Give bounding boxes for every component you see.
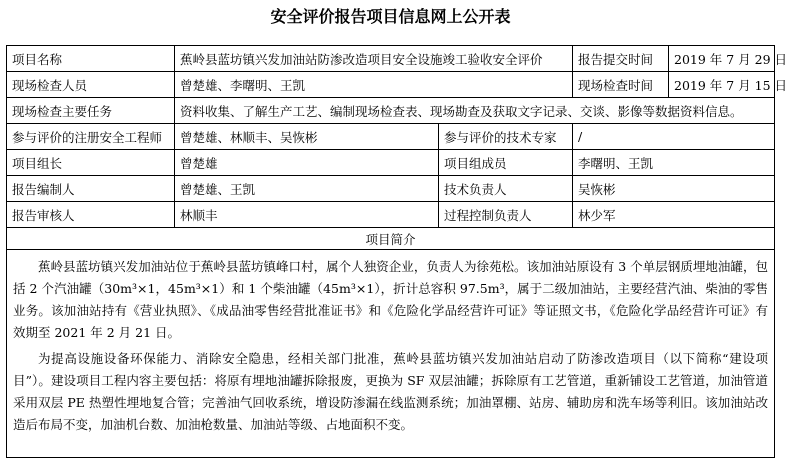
process-head-value: 林少军: [573, 202, 775, 228]
report-writer-value: 曾楚雄、王凯: [175, 176, 439, 202]
tech-head-value: 吴恢彬: [573, 176, 775, 202]
info-table: [6, 45, 787, 458]
page-title: 安全评价报告项目信息网上公开表: [270, 7, 511, 26]
process-head-label: 过程控制负责人: [439, 202, 573, 228]
tech-experts-value: /: [573, 124, 775, 150]
inspect-time-label: 现场检查时间: [573, 72, 669, 98]
team-members-value: 李曙明、王凯: [573, 150, 775, 176]
row-main-tasks: [7, 98, 775, 124]
row-project-name: [7, 46, 775, 72]
submit-time-label: 报告提交时间: [573, 46, 669, 72]
row-engineers: [7, 124, 775, 150]
intro-body: [7, 250, 775, 458]
team-members-label: 项目组成员: [439, 150, 573, 176]
row-intro-heading: [7, 228, 775, 250]
row-intro-body: [7, 250, 775, 458]
inspect-time-value: 2019 年 7 月 15 日: [669, 72, 775, 98]
row-report-writer: [7, 176, 775, 202]
main-tasks-label: 现场检查主要任务: [7, 98, 175, 124]
team-leader-value: 曾楚雄: [175, 150, 439, 176]
row-reviewer: [7, 202, 775, 228]
project-name-label: 项目名称: [7, 46, 175, 72]
report-writer-label: 报告编制人: [7, 176, 175, 202]
tech-experts-label: 参与评价的技术专家: [439, 124, 573, 150]
project-name-value: 蕉岭县蓝坊镇兴发加油站防渗改造项目安全设施竣工验收安全评价: [175, 46, 573, 72]
team-leader-label: 项目组长: [7, 150, 175, 176]
row-team: [7, 150, 775, 176]
inspectors-label: 现场检查人员: [7, 72, 175, 98]
main-tasks-value: 资料收集、了解生产工艺、编制现场检查表、现场勘查及获取文字记录、交谈、影像等数据资料信息。: [175, 98, 775, 124]
inspectors-value: 曾楚雄、李曙明、王凯: [175, 72, 573, 98]
intro-paragraph-2: 为提高设施设备环保能力、消除安全隐患，经相关部门批准，蕉岭县蓝坊镇兴发加油站启动了防渗改造项目（以下简称“建设项目”）。建设项目工程内容主要包括：将原有埋地油罐拆除报废，更换为 SF 双层油罐；拆除原有工艺管道，重新铺设工艺管道，加油管道采用双层 PE 热塑性埋地复合管；完善油气回收系统，增设防渗漏在线监测系统；加油罩棚、站房、辅助房和洗车场等利旧。该加油站改造后布局不变，加油机台数、加油枪数量、加油站等级、占地面积不变。: [13, 351, 769, 432]
submit-time-value: 2019 年 7 月 29 日: [669, 46, 775, 72]
row-inspectors: [7, 72, 775, 98]
engineers-label: 参与评价的注册安全工程师: [7, 124, 175, 150]
report-reviewer-label: 报告审核人: [7, 202, 175, 228]
intro-paragraph-1: 蕉岭县蓝坊镇兴发加油站位于蕉岭县蓝坊镇峰口村，属个人独资企业，负责人为徐苑松。该加油站原设有 3 个单层钢质埋地油罐，包括 2 个汽油罐（30m³×1，45m³×1）和 1 个柴油罐（45m³×1），折计总容积 97.5m³，属于二级加油站，主要经营汽油、柴油的零售业务。该加油站持有《营业执照》、《成品油零售经营批准证书》和《危险化学品经营许可证》等证照文书，《危险化学品经营许可证》有效期至 2021 年 2 月 21 日。: [13, 259, 769, 340]
report-reviewer-value: 林顺丰: [175, 202, 439, 228]
intro-heading: 项目简介: [7, 228, 775, 250]
tech-head-label: 技术负责人: [439, 176, 573, 202]
engineers-value: 曾楚雄、林顺丰、吴恢彬: [175, 124, 439, 150]
